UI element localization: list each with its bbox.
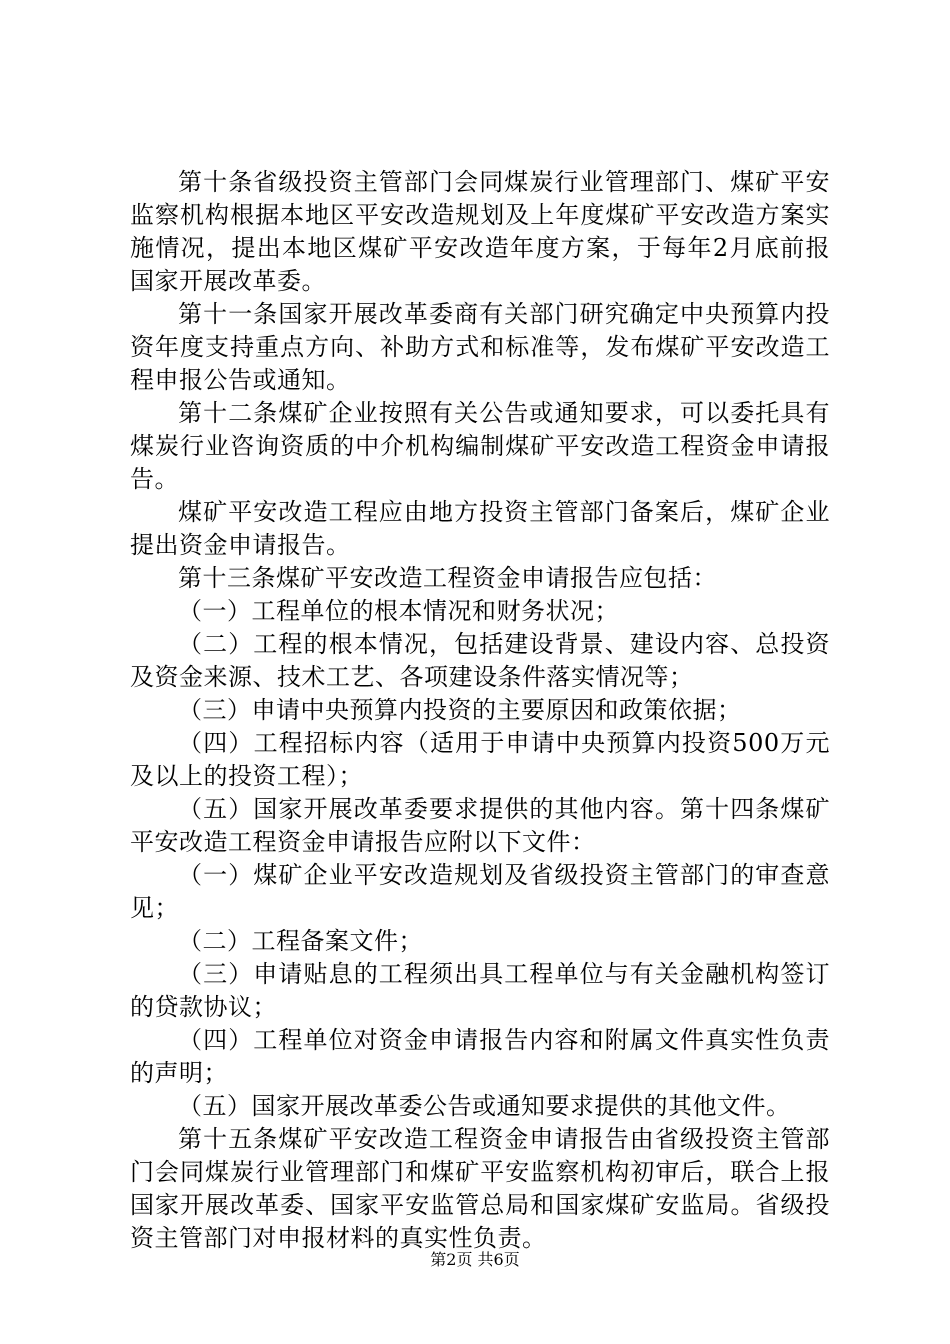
list-item: （三）申请贴息的工程须出具工程单位与有关金融机构签订的贷款协议； [130,960,830,1021]
list-item: （三）申请中央预算内投资的主要原因和政策依据； [178,696,742,724]
list-item: （一）煤矿企业平安改造规划及省级投资主管部门的审查意见； [130,861,830,922]
paragraph-article-10: 第十条省级投资主管部门会同煤炭行业管理部门、煤矿平安监察机构根据本地区平安改造规划及上年度煤矿平安改造方案实施情况，提出本地区煤矿平安改造年度方案，于每年2月底前报国家开展改革委。 [130,168,830,295]
list-item: （一）工程单位的根本情况和财务状况； [178,597,619,625]
list-item: （五）国家开展改革委公告或通知要求提供的其他文件。 [178,1092,791,1120]
list-item: （五）国家开展改革委要求提供的其他内容。第十四条煤矿平安改造工程资金申请报告应附以下文件： [130,795,830,856]
paragraph-filing-note: 煤矿平安改造工程应由地方投资主管部门备案后，煤矿企业提出资金申请报告。 [130,498,830,559]
paragraph-article-15: 第十五条煤矿平安改造工程资金申请报告由省级投资主管部门会同煤炭行业管理部门和煤矿平安监察机构初审后，联合上报国家开展改革委、国家平安监管总局和国家煤矿安监局。省级投资主管部门对申报材料的真实性负责。 [130,1125,830,1252]
list-item: （二）工程备案文件； [178,927,423,955]
document-body [130,166,830,1255]
page-number-footer: 第2页 共6页 [430,1250,520,1269]
paragraph-article-13: 第十三条煤矿平安改造工程资金申请报告应包括： [178,564,717,592]
paragraph-article-11: 第十一条国家开展改革委商有关部门研究确定中央预算内投资年度支持重点方向、补助方式和标准等，发布煤矿平安改造工程申报公告或通知。 [130,300,830,394]
list-item: （四）工程招标内容（适用于申请中央预算内投资500万元及以上的投资工程）； [130,729,830,790]
list-item: （四）工程单位对资金申请报告内容和附属文件真实性负责的声明； [130,1026,830,1087]
paragraph-article-12: 第十二条煤矿企业按照有关公告或通知要求，可以委托具有煤炭行业咨询资质的中介机构编制煤矿平安改造工程资金申请报告。 [130,399,830,493]
list-item: （二）工程的根本情况，包括建设背景、建设内容、总投资及资金来源、技术工艺、各项建设条件落实情况等； [130,630,830,691]
